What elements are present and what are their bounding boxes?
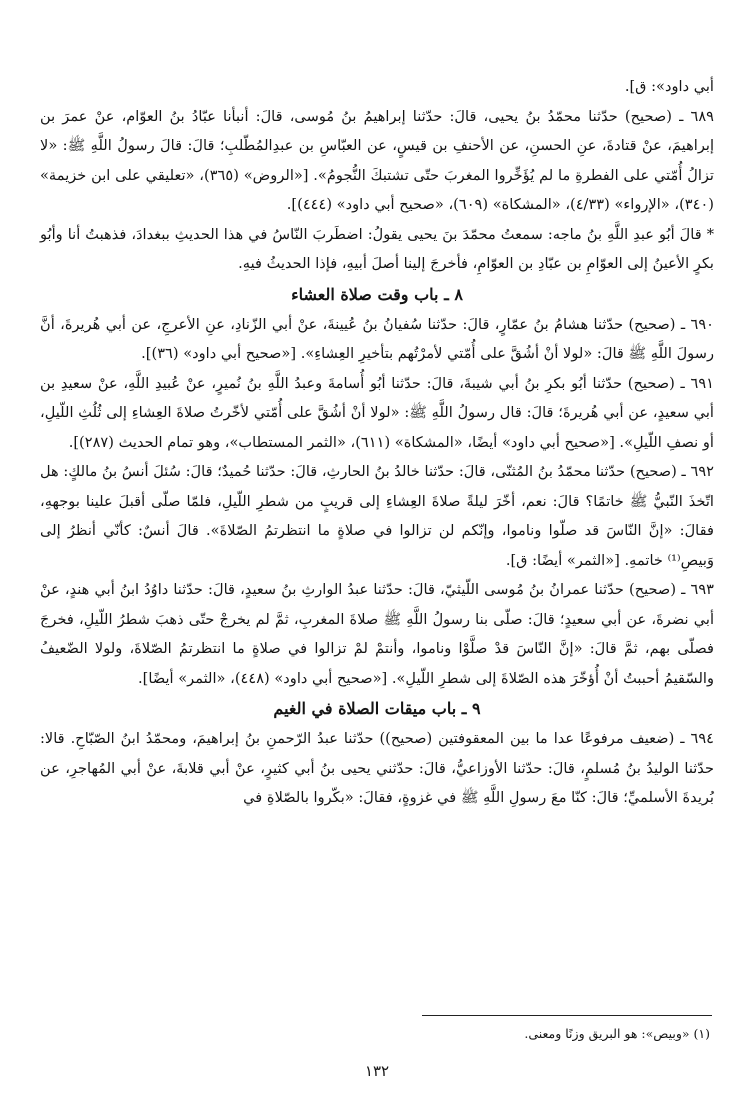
footnote: (١) «وبيص»: هو البريق وزنًا ومعنى. <box>524 1026 710 1041</box>
main-text <box>40 72 714 813</box>
hadith-692: ٦٩٢ ـ (صحيح) حدّثنا محمّدُ بنُ المُثنّى، قالَ: حدّثنا خالدُ بنُ الحارثِ، قالَ: حدّثنا حُميدٌ؛ قالَ: سُئلَ أنسُ بنُ مالكٍ: هل اتّخذَ النّبيُّ ﷺ خاتمًا؟ قالَ: نعم، أخّرَ ليلةً صلاةَ العِشاءِ إلى قريبٍ من شطرِ اللّيلِ، فلمّا صلّى أقبلَ علينا بوجههِ، فقالَ: «إنَّ النّاسَ قد صلّوا وناموا، وإنّكم لن تزالوا في صلاةٍ ما انتظرتمُ الصّلاةَ». قالَ أنسٌ: كأنّي أنظرُ إلى وَبيصِ⁽¹⁾ خاتمهِ. [«الثمر» أيضًا: ق]. <box>40 463 714 569</box>
footnote-divider <box>422 1015 712 1016</box>
hadith-691: ٦٩١ ـ (صحيح) حدّثنا أبُو بكرِ بنُ أبي شيبةَ، قالَ: حدّثنا أبُو أُسامةَ وعبدُ اللَّهِ بنُ نُميرٍ، عنْ عُبيدِ اللَّهِ، عنْ سعيدِ بن أبي سعيدٍ، عن أبي هُريرةَ؛ قالَ: قال رسولُ اللَّهِ ﷺ: «لولا أنْ أشُقَّ على أُمّتي لأخّرتُ صلاةَ العِشاءِ إلى ثُلُثِ اللّيلِ، أو نصفِ اللّيلِ». [«صحيح أبي داود» أيضًا، «المشكاة» (٦١١)، «الثمر المستطاب»، وهو تمام الحديث (٢٨٧)]. <box>40 374 714 451</box>
hadith-689: ٦٨٩ ـ (صحيح) حدّثنا محمّدُ بنُ يحيى، قالَ: حدّثنا إبراهيمُ بنُ مُوسى، قالَ: أنبأنا عبّادُ بنُ العوّام، عنْ عمرَ بن إبراهيمَ، عنْ قتادةَ، عنِ الحسنِ، عن الأحنفِ بن قيسٍ، عن العبّاسِ بن عبدِالمُطّلبِ؛ قالَ: قالَ رسولُ اللَّهِ ﷺ: «لا تزالُ أُمّتي على الفطرةِ ما لم يُؤَخِّروا المغربَ حتّى تشتبكَ النُّجومُ». [«الروض» (٣٦٥)، «تعليقي على ابن خزيمة» (٣٤٠)، «الإرواء» (٤/٣٣)، «المشكاة» (٦٠٩)، «صحيح أبي داود» (٤٤٤)]. <box>40 107 714 213</box>
hadith-690: ٦٩٠ ـ (صحيح) حدّثنا هشامُ بنُ عمّارٍ، قالَ: حدّثنا سُفيانُ بنُ عُيينةَ، عنْ أبي الزّنادِ، عنِ الأعرجِ، عن أبي هُريرةَ، أنَّ رسولَ اللَّهِ ﷺ قالَ: «لولا أنْ أشُقَّ على أُمّتي لأمرْتُهم بتأخيرِ العِشاءِ». [«صحيح أبي داود» (٣٦)]. <box>40 315 714 362</box>
ibn-majah-note: * قالَ أبُو عبدِ اللَّهِ بنُ ماجه: سمعتُ محمّدَ بنَ يحيى يقولُ: اضطَربَ النّاسُ في هذا الحديثِ ببغدادَ، فذهبتُ أنا وأبُو بكرٍ الأعينُ إلى العوّامِ بن عبّادِ بن العوّامِ، فأخرجَ إلينا أصلَ أبيهِ، فإذا الحديثُ فيهِ. <box>40 225 714 272</box>
hadith-694: ٦٩٤ ـ (ضعيف مرفوعًا عدا ما بين المعقوفتين (صحيح)) حدّثنا عبدُ الرّحمنِ بنُ إبراهيمَ، ومحمّدُ ابنُ الصّبّاحِ. قالا: حدّثنا الوليدُ بنُ مُسلمٍ، قالَ: حدّثنا الأوزاعيُّ، قالَ: حدّثني يحيى بنُ أبي كثيرٍ، عنْ أبي قلابةَ، عنْ أبي المُهاجرِ، عن بُريدةَ الأسلميِّ؛ قالَ: كنّا معَ رسولِ اللَّهِ ﷺ في غزوةٍ، فقالَ: «بكّروا بالصّلاةِ في <box>40 730 714 806</box>
chapter-heading-8: ٨ ـ باب وقت صلاة العشاء <box>291 284 463 304</box>
chapter-heading-9: ٩ ـ باب ميقات الصلاة في الغيم <box>273 699 481 718</box>
page-number: ١٣٢ <box>364 1062 390 1080</box>
hadith-693: ٦٩٣ ـ (صحيح) حدّثنا عمرانُ بنُ مُوسى اللّيثيّ، قالَ: حدّثنا عبدُ الوارثِ بنُ سعيدٍ، قالَ: حدّثنا داوُدُ ابنُ أبي هندٍ، عنْ أبي نضرةَ، عن أبي سعيدٍ؛ قالَ: صلّى بنا رسولُ اللَّهِ ﷺ صلاةَ المغربِ، ثمَّ لم يخرجْ حتّى ذهبَ شطرُ اللّيلِ، فخرجَ فصلّى بهم، ثمَّ قالَ: «إنَّ النّاسَ قدْ صلَّوْا وناموا، وأنتمْ لمْ تزالوا في صلاةٍ ما انتظرتمُ الصّلاةَ، ولولا الضّعيفُ والسّقيمُ أحببتُ أنْ أُؤخّرَ هذه الصّلاةَ إلى شطرِ اللّيلِ». [«صحيح أبي داود» (٤٤٨)، «الثمر» أيضًا]. <box>40 581 714 687</box>
text-paragraph: أبي داود»: ق]. <box>624 78 714 95</box>
